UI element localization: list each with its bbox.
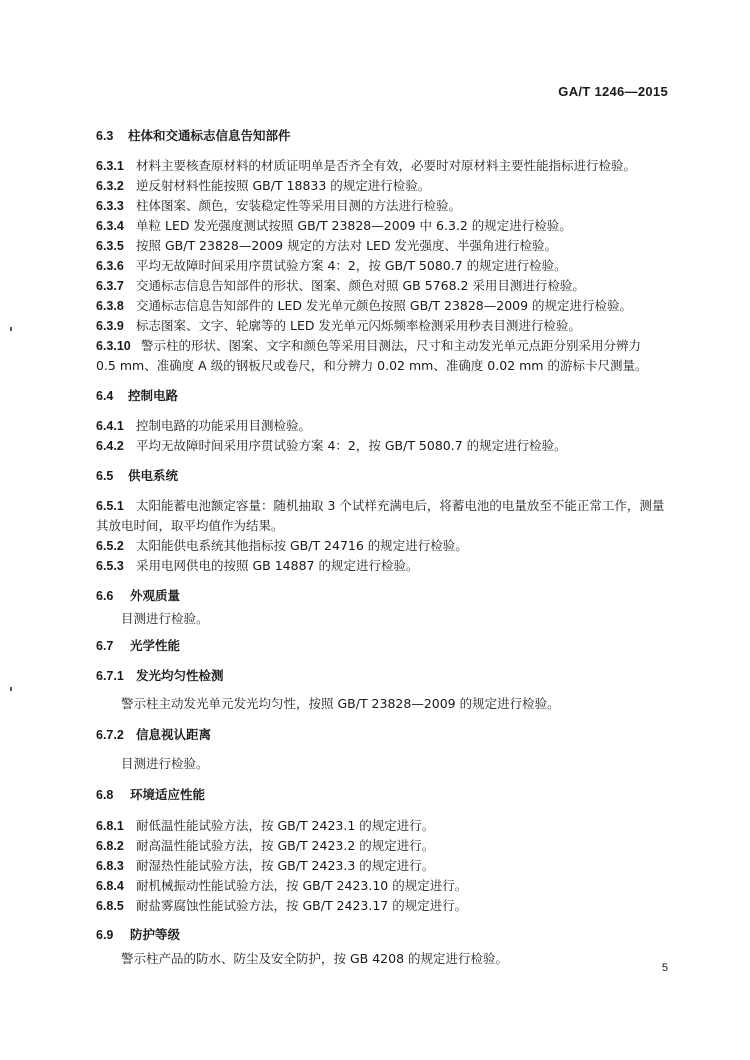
section-heading xyxy=(96,128,676,144)
clause-number: 6.8.3 xyxy=(96,859,124,873)
clause-text: 太阳能蓄电池额定容量：随机抽取 3 个试样充满电后，将蓄电池的电量放至不能正常工作，测量 xyxy=(136,498,665,513)
paragraph: 目测进行检验。 xyxy=(121,756,209,771)
clause-text: 耐湿热性能试验方法，按 GB/T 2423.3 的规定进行。 xyxy=(136,858,435,873)
clause-number: 6.4.2 xyxy=(96,439,124,453)
clause xyxy=(96,178,676,194)
clause-number: 6.5.2 xyxy=(96,539,124,553)
clause xyxy=(96,898,676,914)
clause-text: 按照 GB/T 23828—2009 规定的方法对 LED 发光强度、半强角进行检验。 xyxy=(136,238,558,253)
section-title: 外观质量 xyxy=(130,588,181,603)
clause-text: 太阳能供电系统其他指标按 GB/T 24716 的规定进行检验。 xyxy=(136,538,468,553)
page-number: 5 xyxy=(661,962,668,974)
clause-text: 耐高温性能试验方法，按 GB/T 2423.2 的规定进行。 xyxy=(136,838,435,853)
clause xyxy=(96,878,676,894)
clause-text: 柱体图案、颜色，安装稳定性等采用目测的方法进行检验。 xyxy=(136,198,462,213)
clause-text: 耐盐雾腐蚀性能试验方法，按 GB/T 2423.17 的规定进行。 xyxy=(136,898,468,913)
section-number: 6.8 xyxy=(96,788,114,802)
clause-number: 6.3.7 xyxy=(96,279,124,293)
clause-number: 6.3.3 xyxy=(96,199,124,213)
clause xyxy=(96,258,676,274)
clause-text: 逆反射材料性能按照 GB/T 18833 的规定进行检验。 xyxy=(136,178,431,193)
section-title: 光学性能 xyxy=(130,638,181,653)
clause-number: 6.5.3 xyxy=(96,559,124,573)
standard-code: GA/T 1246—2015 xyxy=(558,84,668,99)
clause xyxy=(96,838,676,854)
section-heading xyxy=(96,468,676,484)
clause xyxy=(96,858,676,874)
clause-number: 6.8.2 xyxy=(96,839,124,853)
clause-number: 6.4.1 xyxy=(96,419,124,433)
clause-continuation: 其放电时间，取平均值作为结果。 xyxy=(96,518,284,533)
clause xyxy=(96,338,676,354)
section-title: 柱体和交通标志信息告知部件 xyxy=(128,128,291,143)
section-number: 6.4 xyxy=(96,389,114,403)
section-number: 6.9 xyxy=(96,928,114,942)
section-heading xyxy=(96,638,676,654)
clause-number: 6.3.8 xyxy=(96,299,124,313)
section-number: 6.5 xyxy=(96,469,114,483)
section-heading xyxy=(96,787,676,803)
section-title: 防护等级 xyxy=(130,927,181,942)
section-heading xyxy=(96,388,676,404)
clause-text: 平均无故障时间采用序贯试验方案 4：2，按 GB/T 5080.7 的规定进行检验。 xyxy=(136,258,567,273)
section-heading xyxy=(96,927,676,943)
clause-text: 平均无故障时间采用序贯试验方案 4：2，按 GB/T 5080.7 的规定进行检验。 xyxy=(136,438,567,453)
clause-number: 6.8.1 xyxy=(96,819,124,833)
clause-text: 控制电路的功能采用目测检验。 xyxy=(136,418,312,433)
section-number: 6.7.2 xyxy=(96,728,124,742)
section-number: 6.3 xyxy=(96,129,114,143)
clause xyxy=(96,538,676,554)
clause-number: 6.3.10 xyxy=(96,339,131,353)
clause xyxy=(96,218,676,234)
section-number: 6.7 xyxy=(96,639,114,653)
clause-text: 采用电网供电的按照 GB 14887 的规定进行检验。 xyxy=(136,558,419,573)
clause-text: 单粒 LED 发光强度测试按照 GB/T 23828—2009 中 6.3.2 的规定进行检验。 xyxy=(136,218,572,233)
section-title: 信息视认距离 xyxy=(136,727,212,742)
clause xyxy=(96,298,676,314)
clause-number: 6.5.1 xyxy=(96,499,124,513)
paragraph: 警示柱主动发光单元发光均匀性，按照 GB/T 23828—2009 的规定进行检验。 xyxy=(121,696,560,711)
clause-number: 6.3.4 xyxy=(96,219,124,233)
scan-speck xyxy=(10,327,12,331)
clause-text: 警示柱的形状、图案、文字和颜色等采用目测法，尺寸和主动发光单元点距分别采用分辨力 xyxy=(141,338,642,353)
clause xyxy=(96,238,676,254)
clause xyxy=(96,278,676,294)
clause xyxy=(96,158,676,174)
clause-number: 6.3.1 xyxy=(96,159,124,173)
clause-number: 6.3.6 xyxy=(96,259,124,273)
clause-number: 6.8.5 xyxy=(96,899,124,913)
section-title: 控制电路 xyxy=(128,388,179,403)
subsection-heading xyxy=(96,727,676,743)
clause-number: 6.3.5 xyxy=(96,239,124,253)
section-heading xyxy=(96,588,676,604)
clause-continuation: 0.5 mm、准确度 A 级的钢板尺或卷尺，和分辨力 0.02 mm、准确度 0.02 mm 的游标卡尺测量。 xyxy=(96,358,648,373)
section-title: 发光均匀性检测 xyxy=(136,668,224,683)
paragraph: 目测进行检验。 xyxy=(121,611,209,626)
clause xyxy=(96,318,676,334)
scan-speck xyxy=(10,687,12,691)
clause xyxy=(96,438,676,454)
clause-text: 标志图案、文字、轮廓等的 LED 发光单元闪烁频率检测采用秒表目测进行检验。 xyxy=(136,318,581,333)
clause-text: 交通标志信息告知部件的 LED 发光单元颜色按照 GB/T 23828—2009 的规定进行检验。 xyxy=(136,298,633,313)
clause-number: 6.3.2 xyxy=(96,179,124,193)
clause xyxy=(96,558,676,574)
section-number: 6.6 xyxy=(96,589,114,603)
clause xyxy=(96,198,676,214)
clause xyxy=(96,498,676,514)
clause-text: 耐机械振动性能试验方法，按 GB/T 2423.10 的规定进行。 xyxy=(136,878,468,893)
paragraph: 警示柱产品的防水、防尘及安全防护，按 GB 4208 的规定进行检验。 xyxy=(121,951,508,966)
clause-number: 6.3.9 xyxy=(96,319,124,333)
clause xyxy=(96,418,676,434)
section-title: 供电系统 xyxy=(128,468,179,483)
subsection-heading xyxy=(96,668,676,684)
clause-text: 材料主要核查原材料的材质证明单是否齐全有效，必要时对原材料主要性能指标进行检验。 xyxy=(136,158,637,173)
clause-text: 交通标志信息告知部件的形状、图案、颜色对照 GB 5768.2 采用目测进行检验。 xyxy=(136,278,585,293)
clause xyxy=(96,818,676,834)
section-title: 环境适应性能 xyxy=(130,787,206,802)
clause-number: 6.8.4 xyxy=(96,879,124,893)
section-number: 6.7.1 xyxy=(96,669,124,683)
clause-text: 耐低温性能试验方法，按 GB/T 2423.1 的规定进行。 xyxy=(136,818,435,833)
